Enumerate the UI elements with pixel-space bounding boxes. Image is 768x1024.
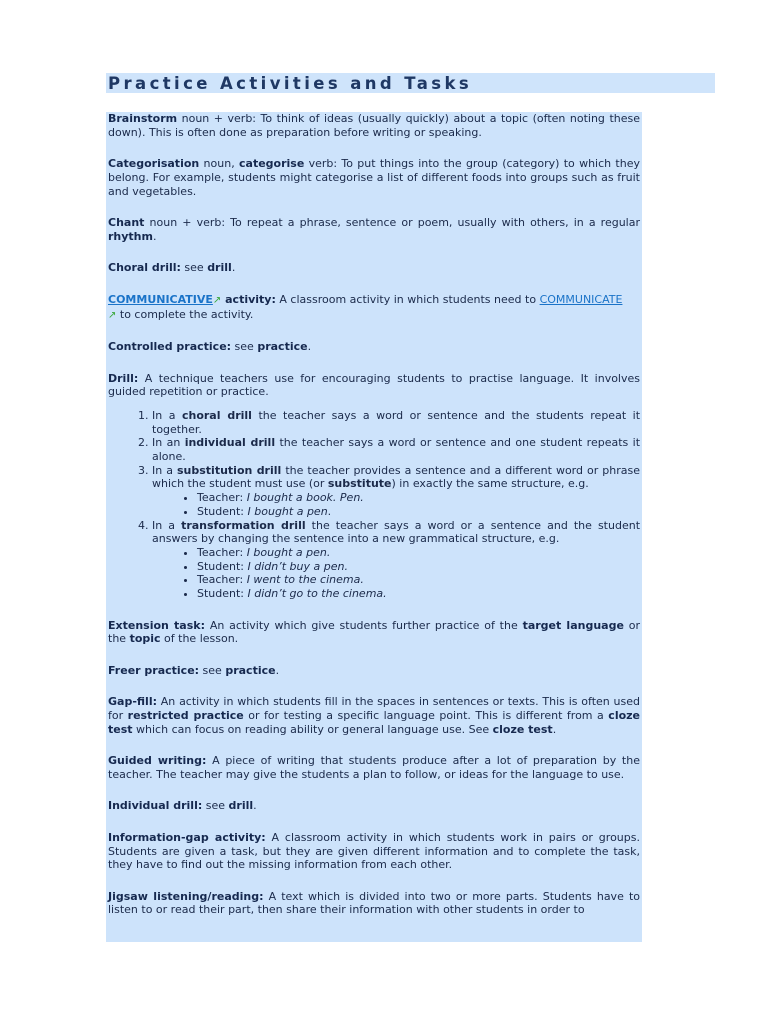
definition: verb: To put things into the group (category) to which they belong. For example, students might categorise a list of different foods into groups such as fruit and vegetables. [108,157,640,198]
item-text: In a [152,518,182,532]
glossary-content [106,112,642,942]
item-text: the teacher says a word or sentence and the students repeat it together. [152,408,641,436]
definition: noun + verb: To think of ideas (usually quickly) about a topic (often noting these down). This is often done as preparation before writing or speaking. [108,112,640,139]
see-text: see [199,663,226,677]
title-bar [106,73,715,93]
entry-chant [108,216,640,243]
term: Freer practice: [108,663,200,677]
example-item [197,587,640,601]
see-text: see [180,261,208,275]
item-text: the teacher says a word or a sentence and the student answers by changing the sentence into a new grammatical structure, e.g. [152,518,641,546]
definition-end: to complete the activity. [116,307,254,321]
example-item [197,505,640,519]
speaker: Teacher: [197,491,247,505]
drill-types-list [106,409,640,601]
definition: or for testing a specific language point. This is different from a [243,708,609,722]
list-item [152,436,640,463]
item-text: In a [152,408,182,422]
list-item [152,519,640,601]
term-ref: restricted practice [127,708,244,722]
example-item [197,560,640,574]
punct: . [253,799,257,813]
utterance: I bought a book. Pen. [246,491,364,505]
speaker: Teacher: [197,545,247,559]
item-text: ) in exactly the same structure, e.g. [391,477,589,491]
list-item [152,464,640,519]
speaker: Student: [197,559,248,573]
punct: . [152,229,157,243]
list-item [152,409,640,436]
term: categorise [239,157,305,171]
term: Choral drill: [108,261,181,275]
part-of-speech: noun, [199,157,239,171]
definition: An activity in which students fill in the spaces in sentences or texts. This is often used for [108,695,640,722]
term: Guided writing: [108,754,207,768]
see-text: see [202,799,229,813]
term-ref: rhythm [108,229,153,243]
item-text: In a [152,463,177,477]
external-link-icon[interactable]: ↗ [108,309,117,321]
definition: A technique teachers use for encouraging students to practise language. It involves guided repetition or practice. [108,371,640,399]
utterance: I bought a pen [247,504,328,518]
punct: . [307,340,312,354]
entry-freer-practice [108,664,640,678]
entry-gap-fill [108,695,640,736]
term: Jigsaw listening/reading: [108,889,264,903]
definition: noun + verb: To repeat a phrase, sentence or poem, usually with others, in a regular [144,216,640,230]
utterance: I went to the cinema. [246,573,364,587]
utterance: I didn’t go to the cinema. [247,587,387,601]
definition: A classroom activity in which students need to [275,292,540,306]
see-text: see [231,340,258,354]
term: Information-gap activity: [108,830,266,844]
example-item [197,573,640,587]
term-ref: target language [522,618,624,632]
entry-jigsaw [108,890,640,917]
external-link-icon[interactable]: ↗ [212,294,222,306]
term-ref: practice [257,340,308,354]
term-ref: drill [207,261,232,275]
entry-brainstorm [108,112,640,139]
entry-individual-drill [108,799,640,813]
item-term: transformation drill [181,518,306,532]
example-item [197,491,640,505]
definition: A piece of writing that students produce after a lot of preparation by the teacher. The teacher may give the students a plan to follow, or ideas for the language to use. [108,754,640,781]
term-ref: cloze test [492,722,553,736]
item-text: the teacher provides a sentence and a different word or phrase which the student must use (or [152,463,640,491]
entry-choral-drill [108,261,640,275]
item-term: choral drill [181,408,252,422]
item-term: substitution drill [177,463,282,477]
punct: . [327,504,332,518]
item-term: individual drill [184,436,276,450]
definition: or the [108,618,641,646]
term: Drill: [108,371,139,385]
punct: . [275,663,280,677]
term: Chant [108,216,145,230]
page-title: Practice Activities and Tasks [108,74,473,93]
communicate-link[interactable]: COMMUNICATE [539,292,623,306]
speaker: Student: [197,587,248,601]
term: Extension task: [108,618,205,632]
item-term: substitute [327,477,392,491]
speaker: Teacher: [197,573,247,587]
term: Brainstorm [108,112,178,125]
entry-communicative [108,293,640,322]
utterance: I didn’t buy a pen. [247,559,348,573]
definition: An activity which give students further practice of the [204,618,523,632]
term: activity: [221,292,276,306]
definition: which can focus on reading ability or general language use. See [132,722,493,736]
term-ref: topic [129,632,161,646]
item-text: In an [152,436,185,450]
punct: . [552,722,557,736]
utterance: I bought a pen. [246,545,331,559]
term-ref: cloze test [108,708,641,736]
item-text: the teacher says a word or sentence and one student repeats it alone. [152,436,641,464]
entry-categorisation [108,157,640,198]
speaker: Student: [197,504,248,518]
entry-information-gap [108,831,640,872]
example-list [152,546,640,601]
term-ref: drill [228,799,254,813]
punct: . [231,261,236,275]
communicative-link[interactable]: COMMUNICATIVE [108,292,213,306]
example-list [152,491,640,518]
example-item [197,546,640,560]
term: Controlled practice: [108,340,232,354]
term: Individual drill: [108,799,203,813]
definition: A text which is divided into two or more parts. Students have to listen to or read their part, then share their information with other students in order to [108,889,640,917]
definition-end: of the lesson. [160,632,239,646]
entry-guided-writing [108,754,640,781]
entry-controlled-practice [108,340,640,354]
entry-drill [108,372,640,399]
term: Categorisation [108,157,200,171]
entry-extension-task [108,619,640,646]
term: Gap-fill: [108,695,157,709]
term-ref: practice [225,663,276,677]
definition: A classroom activity in which students work in pairs or groups. Students are given a task, but they are given different information and to complete the task, they have to find out the missing information from each other. [108,830,640,872]
